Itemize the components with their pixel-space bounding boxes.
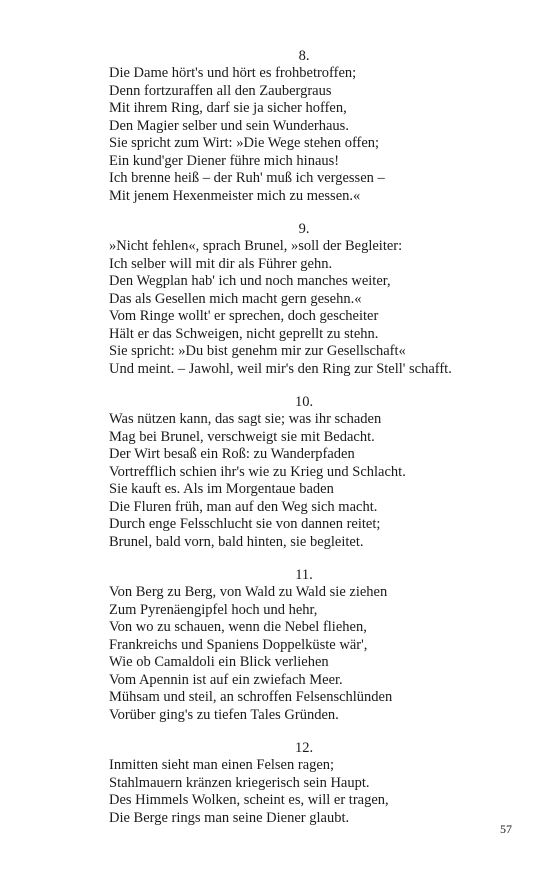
stanza-11 — [109, 567, 509, 724]
verse-line: »Nicht fehlen«, sprach Brunel, »soll der Begleiter: — [109, 238, 403, 254]
verse-line: Vom Apennin ist auf ein zwiefach Meer. — [109, 671, 343, 688]
verse-line: Die Fluren früh, man auf den Weg sich macht. — [109, 498, 378, 515]
verse-line: Durch enge Felsschlucht sie von dannen reitet; — [109, 516, 381, 532]
verse-line: Mag bei Brunel, verschweigt sie mit Bedacht. — [109, 428, 375, 445]
stanza-9 — [109, 221, 509, 378]
stanza-number: 11. — [295, 567, 313, 583]
verse-line: Sie spricht: »Du bist genehm mir zur Gesellschaft« — [109, 343, 406, 359]
stanza-10 — [109, 394, 509, 551]
verse-line: Der Wirt besaß ein Roß: zu Wanderpfaden — [109, 446, 355, 462]
stanza-12 — [109, 740, 509, 827]
verse-line: Was nützen kann, das sagt sie; was ihr schaden — [109, 411, 382, 427]
stanza-8 — [109, 48, 509, 205]
verse-line: Das als Gesellen mich macht gern gesehn.« — [109, 290, 362, 307]
verse-line: Von wo zu schauen, wenn die Nebel fliehen, — [109, 619, 367, 635]
verse-line: Des Himmels Wolken, scheint es, will er tragen, — [109, 792, 389, 808]
verse-line: Denn fortzuraffen all den Zaubergraus — [109, 82, 332, 99]
poem-page — [109, 48, 509, 843]
stanza-number: 8. — [298, 48, 310, 64]
verse-line: Mit ihrem Ring, darf sie ja sicher hoffen, — [109, 100, 347, 116]
verse-line: Ich brenne heiß – der Ruh' muß ich vergessen – — [109, 170, 385, 186]
verse-line: Von Berg zu Berg, von Wald zu Wald sie ziehen — [109, 584, 388, 600]
verse-line: Die Dame hört's und hört es frohbetroffen; — [109, 65, 357, 81]
verse-line: Ich selber will mit dir als Führer gehn. — [109, 255, 333, 272]
verse-line: Mühsam und steil, an schroffen Felsenschlünden — [109, 689, 393, 705]
stanza-number: 10. — [294, 394, 314, 410]
verse-line: Sie spricht zum Wirt: »Die Wege stehen offen; — [109, 135, 380, 151]
verse-line: Hält er das Schweigen, nicht geprellt zu stehn. — [109, 325, 379, 342]
verse-line: Stahlmauern kränzen kriegerisch sein Haupt. — [109, 774, 370, 791]
verse-line: Und meint. – Jawohl, weil mir's den Ring zur Stell' schafft. — [109, 360, 452, 377]
verse-line: Vortrefflich schien ihr's wie zu Krieg und Schlacht. — [109, 463, 406, 480]
verse-line: Vorüber ging's zu tiefen Tales Gründen. — [109, 706, 339, 723]
verse-line: Den Magier selber und sein Wunderhaus. — [109, 117, 349, 134]
verse-line: Den Wegplan hab' ich und noch manches weiter, — [109, 273, 391, 289]
verse-line: Brunel, bald vorn, bald hinten, sie begleitet. — [109, 533, 364, 550]
verse-line: Vom Ringe wollt' er sprechen, doch gescheiter — [109, 308, 379, 324]
page-number: 57 — [500, 822, 512, 836]
stanza-number: 12. — [294, 740, 314, 756]
verse-line: Ein kund'ger Diener führe mich hinaus! — [109, 152, 340, 169]
verse-line: Sie kauft es. Als im Morgentaue baden — [109, 481, 334, 497]
verse-line: Die Berge rings man seine Diener glaubt. — [109, 809, 350, 826]
verse-line: Zum Pyrenäengipfel hoch und hehr, — [109, 601, 318, 618]
stanza-number: 9. — [298, 221, 310, 237]
verse-line: Inmitten sieht man einen Felsen ragen; — [109, 757, 335, 773]
verse-line: Frankreichs und Spaniens Doppelküste wär', — [109, 636, 368, 653]
verse-line: Wie ob Camaldoli ein Blick verliehen — [109, 654, 329, 670]
verse-line: Mit jenem Hexenmeister mich zu messen.« — [109, 187, 361, 204]
